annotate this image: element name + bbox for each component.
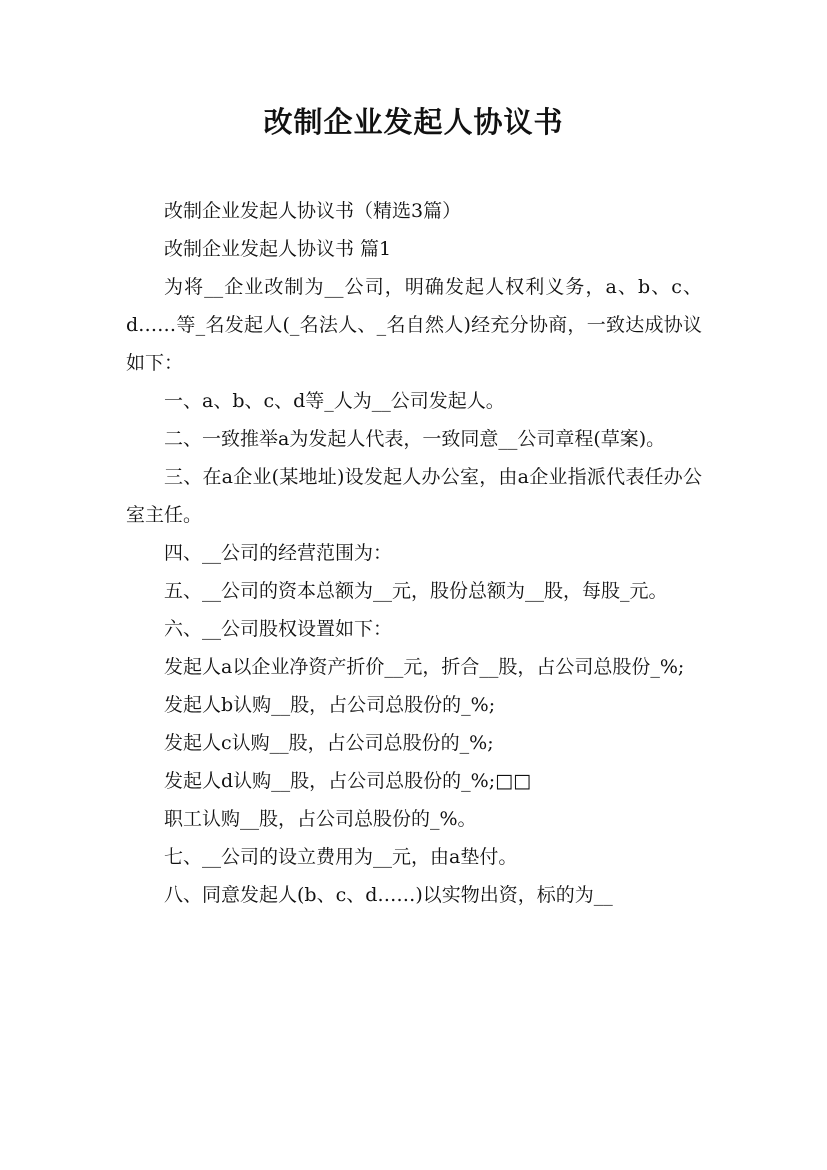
paragraph-clause-3: 三、在a企业(某地址)设发起人办公室，由a企业指派代表任办公室主任。 — [126, 466, 702, 526]
paragraph-clause-4: 四、__公司的经营范围为： — [164, 542, 393, 564]
paragraph-share-b: 发起人b认购__股，占公司总股份的_%; — [164, 694, 496, 716]
paragraph-clause-7: 七、__公司的设立费用为__元，由a垫付。 — [164, 846, 518, 868]
paragraph-clause-6: 六、__公司股权设置如下： — [164, 618, 393, 640]
paragraph-subtitle: 改制企业发起人协议书（精选3篇） — [164, 200, 462, 222]
document-body — [126, 192, 702, 914]
paragraph-section-heading: 改制企业发起人协议书 篇1 — [164, 238, 392, 260]
paragraph-share-staff: 职工认购__股，占公司总股份的_%。 — [164, 808, 477, 830]
paragraph-clause-8: 八、同意发起人(b、c、d……)以实物出资，标的为__ — [164, 884, 613, 906]
paragraph-clause-5: 五、__公司的资本总额为__元，股份总额为__股，每股_元。 — [164, 580, 668, 602]
paragraph-share-c: 发起人c认购__股，占公司总股份的_%; — [164, 732, 494, 754]
paragraph-preamble: 为将__企业改制为__公司，明确发起人权利义务，a、b、c、d……等_名发起人(_名法人、_名自然人)经充分协商，一致达成协议如下： — [126, 276, 702, 374]
paragraph-clause-2: 二、一致推举a为发起人代表，一致同意__公司章程(草案)。 — [164, 428, 666, 450]
paragraph-share-d: 发起人d认购__股，占公司总股份的_%;□□ — [164, 770, 532, 792]
paragraph-share-a: 发起人a以企业净资产折价__元，折合__股，占公司总股份_%; — [164, 656, 685, 678]
paragraph-clause-1: 一、a、b、c、d等_人为__公司发起人。 — [164, 390, 505, 412]
document-title: 改制企业发起人协议书 — [263, 105, 564, 139]
